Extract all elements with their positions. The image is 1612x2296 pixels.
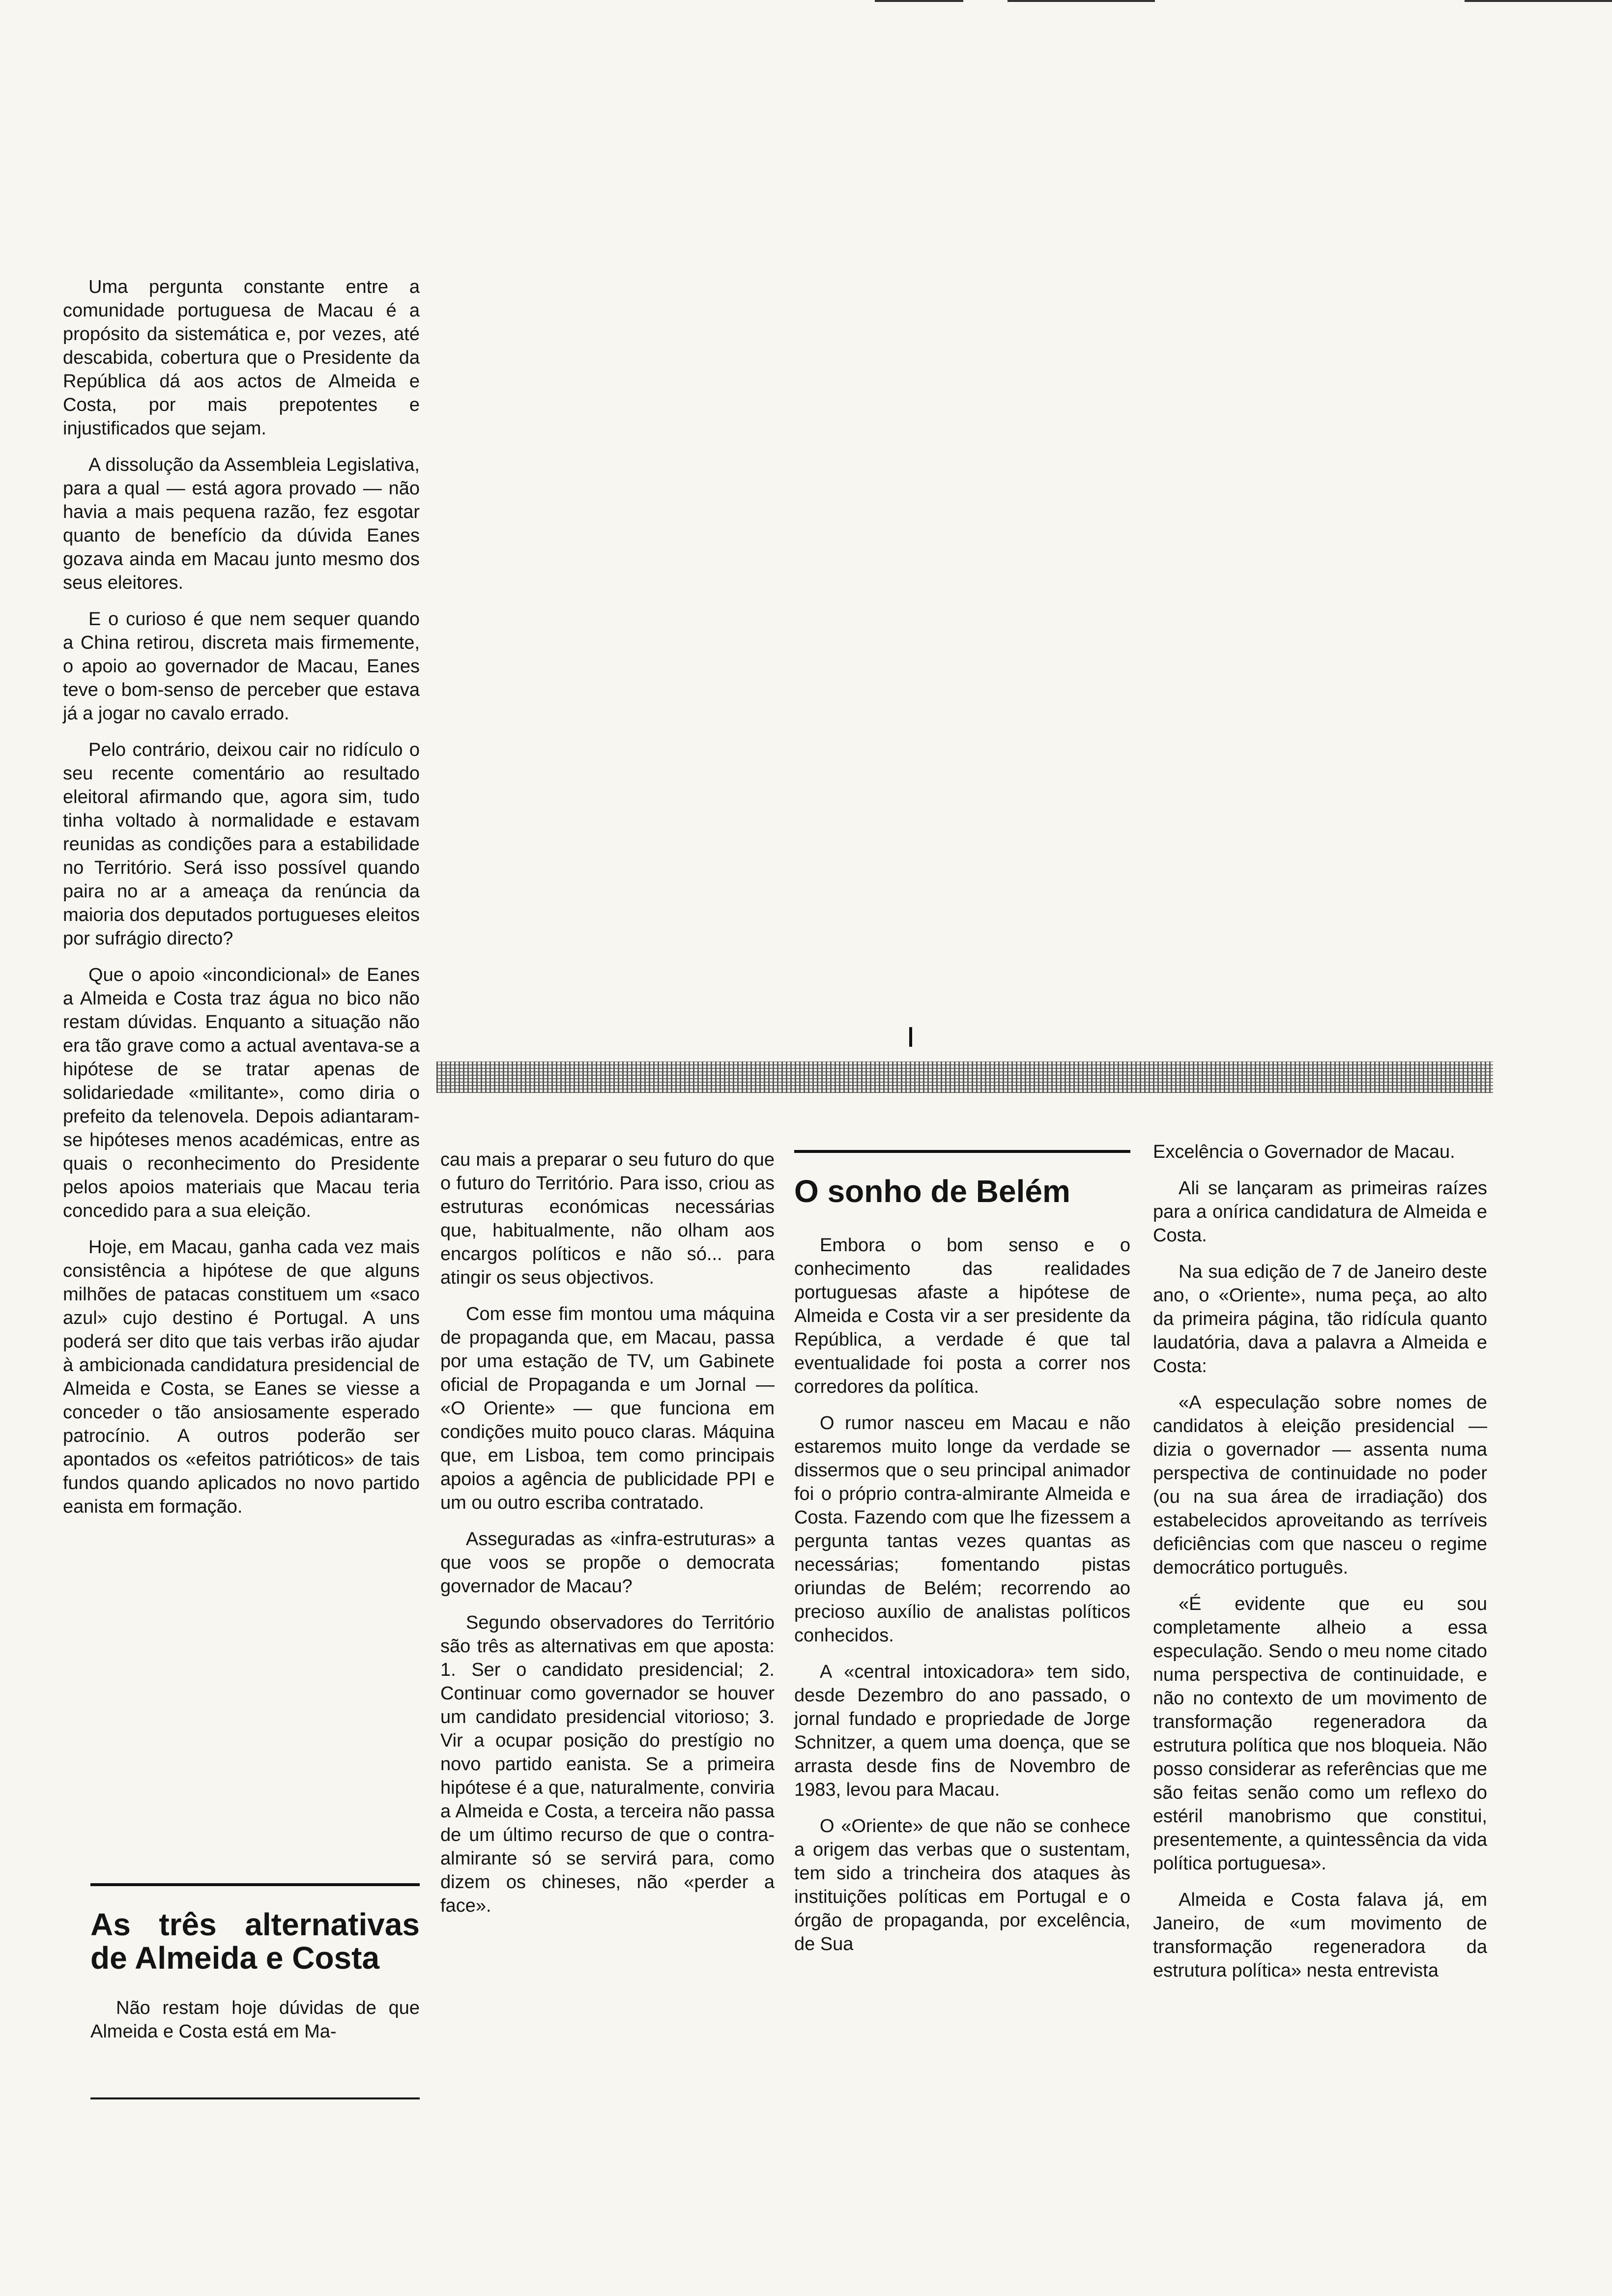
column-3	[794, 1175, 1130, 1969]
column-1	[63, 275, 420, 1531]
paragraph: Asseguradas as «infra-estruturas» a que voos se propõe o democrata governador de Macau?	[440, 1529, 775, 1597]
paragraph: Que o apoio «incondicional» de Eanes a Almeida e Costa traz água no bico não restam dúvidas. Enquanto a situação não era tão grave como a actual aventava-se a hipótese de se tratar apenas de solidariedade «militante», como diria o prefeito da telenovela. Depois adiantaram-se hipóteses menos académicas, entre as quais o reconhecimento do Presidente pelos apoios materiais que Macau teria concedido para a sua eleição.	[63, 965, 420, 1221]
paragraph: Pelo contrário, deixou cair no ridículo o seu recente comentário ao resultado eleitoral afirmando que, agora sim, tudo tinha voltado à normalidade e estavam reunidas as condições para a estabilidade no Território. Será isso possível quando paira no ar a ameaça da renúncia da maioria dos deputados portugueses eleitos por sufrágio directo?	[63, 740, 420, 949]
top-edge-mark	[1465, 0, 1612, 2]
paragraph: Embora o bom senso e o conhecimento das realidades portuguesas afaste a hipótese de Almeida e Costa vir a ser presidente da República, a verdade é que tal eventualidade foi posta a correr nos corredores da política.	[794, 1235, 1130, 1397]
paragraph: Excelência o Governador de Macau.	[1153, 1142, 1455, 1162]
column-4	[1153, 1140, 1487, 1995]
paragraph: Segundo observadores do Território são três as alternativas em que aposta: 1. Ser o candidato presidencial; 2. Continuar como governador se houver um candidato presidencial vitorioso; 3. Vir a ocupar posição do prestígio no novo partido eanista. Se a primeira hipótese é a que, naturalmente, conviria a Almeida e Costa, a terceira não passa de um último recurso de que o contra-almirante só se servirá para, como dizem os chineses, não «perder a face».	[440, 1612, 775, 1916]
paragraph: E o curioso é que nem sequer quando a China retirou, discreta mais firmemente, o apoio ao governador de Macau, Eanes teve o bom-senso de perceber que estava já a jogar no cavalo errado.	[63, 609, 420, 724]
paragraph: cau mais a preparar o seu futuro do que o futuro do Território. Para isso, criou as estruturas económicas necessárias que, habitualmente, não olham aos encargos políticos e não só... para atingir os seus objectivos.	[440, 1149, 775, 1288]
paragraph: Hoje, em Macau, ganha cada vez mais consistência a hipótese de que alguns milhões de patacas constituem um «saco azul» cujo destino é Portugal. A uns poderá ser dito que tais verbas irão ajudar à ambicionada candidatura presidencial de Almeida e Costa, se Eanes se viesse a conceder o tão ansiosamente esperado patrocínio. A outros poderão ser apontados os «efeitos patrióticos» de tais fundos quando aplicados no novo partido eanista em formação.	[63, 1237, 420, 1517]
tick-mark	[909, 1027, 912, 1047]
paragraph: «A especulação sobre nomes de candidatos à eleição presidencial — dizia o governador — assenta numa perspectiva de continuidade no poder (ou na sua área de irradiação) dos estabelecidos aproveitando as terríveis deficiências com que nasceu o regime democrático português.	[1153, 1392, 1487, 1578]
paragraph: A dissolução da Assembleia Legislativa, para a qual — está agora provado — não havia a mais pequena razão, fez esgotar quanto de benefício da dúvida Eanes gozava ainda em Macau junto mesmo dos seus eleitores.	[63, 455, 420, 593]
paragraph: Com esse fim montou uma máquina de propaganda que, em Macau, passa por uma estação de TV, um Gabinete oficial de Propaganda e um Jornal — «O Oriente» — que funciona em condições muito pouco claras. Máquina que, em Lisboa, tem como principais apoios a agência de publicidade PPI e um ou outro escriba contratado.	[440, 1304, 775, 1513]
paragraph: Não restam hoje dúvidas de que Almeida e Costa está em Ma-	[90, 1998, 420, 2042]
alternatives-section	[90, 1908, 420, 2056]
section-rule	[794, 1150, 1130, 1153]
paragraph: Ali se lançaram as primeiras raízes para a onírica candidatura de Almeida e Costa.	[1153, 1178, 1487, 1246]
section-heading: O sonho de Belém	[794, 1174, 1070, 1209]
decorative-band	[436, 1062, 1493, 1093]
paragraph: O rumor nasceu em Macau e não estaremos muito longe da verdade se dissermos que o seu principal animador foi o próprio contra-almirante Almeida e Costa. Fazendo com que lhe fizessem a pergunta tantas vezes quantas as necessárias; fomentando pistas oriundas de Belém; recorrendo ao precioso auxílio de analistas políticos conhecidos.	[794, 1413, 1130, 1646]
paragraph: O «Oriente» de que não se conhece a origem das verbas que o sustentam, tem sido a trincheira dos ataques às instituições políticas em Portugal e o órgão de propaganda, por excelência, de Sua	[794, 1816, 1130, 1954]
paragraph: «É evidente que eu sou completamente alheio a essa especulação. Sendo o meu nome citado numa perspectiva de continuidade, e não no contexto de um movimento de transformação regeneradora da estrutura política que nos bloqueia. Não posso considerar as referências que me são feitas senão como um reflexo do estéril manobrismo que constitui, presentemente, a quintessência da vida política portuguesa».	[1153, 1594, 1487, 1874]
top-edge-mark	[875, 0, 963, 2]
top-edge-mark	[1008, 0, 1155, 2]
column-2	[440, 1148, 775, 1930]
paragraph: A «central intoxicadora» tem sido, desde Dezembro do ano passado, o jornal fundado e propriedade de Jorge Schnitzer, a quem uma doença, que se arrasta desde fins de Novembro de 1983, levou para Macau.	[794, 1662, 1130, 1800]
section-heading: As três alternativas de Almeida e Costa	[90, 1907, 420, 1976]
paragraph: Na sua edição de 7 de Janeiro deste ano, o «Oriente», numa peça, ao alto da primeira página, tão ridícula quanto laudatória, dava a palavra a Almeida e Costa:	[1153, 1262, 1487, 1377]
bottom-rule	[90, 2097, 420, 2099]
paragraph: Uma pergunta constante entre a comunidade portuguesa de Macau é a propósito da sistemática e, por vezes, até descabida, cobertura que o Presidente da República dá aos actos de Almeida e Costa, por mais prepotentes e injustificados que sejam.	[63, 277, 420, 439]
section-rule	[90, 1883, 420, 1886]
paragraph: Almeida e Costa falava já, em Janeiro, de «um movimento de transformação regeneradora da estrutura política» nesta entrevista	[1153, 1890, 1487, 1981]
